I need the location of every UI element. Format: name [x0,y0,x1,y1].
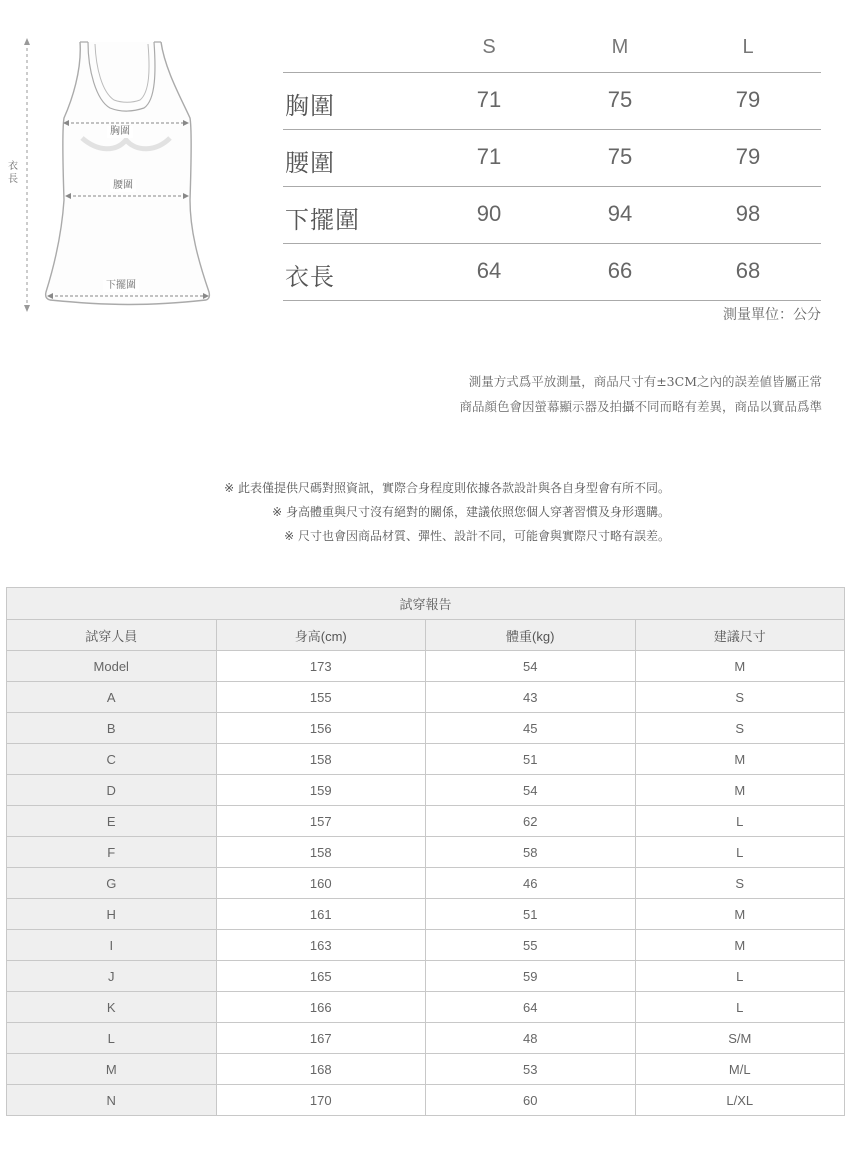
tester-name: I [7,930,217,961]
height-cell: 158 [216,837,426,868]
table-row [7,651,845,682]
size-value: 94 [607,201,633,226]
tank-top-diagram [0,30,240,330]
weight-cell: 53 [426,1054,636,1085]
weight-cell: 54 [426,651,636,682]
table-row [7,1054,845,1085]
disclaimer: ※ 尺寸也會因商品材質、彈性、設計不同，可能會與實際尺寸略有誤差。 [284,529,670,543]
tester-name: K [7,992,217,1023]
size-header-s: S [482,36,496,58]
size-cell: M/L [635,1054,845,1085]
weight-cell: 55 [426,930,636,961]
size-value: 79 [735,144,761,169]
size-chart-header [283,30,821,73]
size-value: 68 [735,258,761,283]
tester-name: D [7,775,217,806]
table-row [7,682,845,713]
size-row-length [283,244,821,301]
size-value: 71 [476,87,502,112]
disclaimer: ※ 身高體重與尺寸沒有絕對的關係，建議依照您個人穿著習慣及身形選購。 [272,505,670,519]
table-row [7,1023,845,1054]
size-cell: M [635,651,845,682]
tester-name: M [7,1054,217,1085]
row-label: 胸圍 [285,92,335,120]
tester-name: J [7,961,217,992]
size-cell: M [635,775,845,806]
height-cell: 173 [216,651,426,682]
fitting-report-header-row [7,620,845,651]
tester-name: Model [7,651,217,682]
height-cell: 165 [216,961,426,992]
color-note: 商品顔色會因螢幕顯示器及拍攝不同而略有差異，商品以實品爲準 [459,399,822,414]
weight-cell: 51 [426,899,636,930]
size-value: 90 [476,201,502,226]
table-row [7,930,845,961]
height-cell: 163 [216,930,426,961]
table-row [7,775,845,806]
weight-cell: 46 [426,868,636,899]
table-row [7,713,845,744]
tester-name: F [7,837,217,868]
tester-name: G [7,868,217,899]
tester-name: E [7,806,217,837]
disclaimer: ※ 此表僅提供尺碼對照資訊，實際合身程度則依據各款設計與各自身型會有所不同。 [224,481,670,495]
weight-cell: 51 [426,744,636,775]
tester-name: C [7,744,217,775]
height-cell: 168 [216,1054,426,1085]
height-cell: 159 [216,775,426,806]
column-header: 身高(cm) [216,620,426,651]
height-cell: 155 [216,682,426,713]
size-value: 64 [476,258,502,283]
size-value: 79 [735,87,761,112]
chest-label: 胸圍 [107,126,133,138]
tester-name: H [7,899,217,930]
size-value: 98 [735,201,761,226]
size-cell: L/XL [635,1085,845,1116]
measure-note: 測量方式爲平放測量，商品尺寸有±3CM之內的誤差値皆屬正常 [468,374,822,389]
row-label: 衣長 [285,263,335,291]
column-header: 體重(kg) [426,620,636,651]
height-cell: 156 [216,713,426,744]
size-cell: S/M [635,1023,845,1054]
table-row [7,899,845,930]
weight-cell: 60 [426,1085,636,1116]
size-cell: S [635,868,845,899]
table-row [7,837,845,868]
size-value: 66 [607,258,633,283]
height-cell: 166 [216,992,426,1023]
fitting-report-title: 試穿報告 [7,588,845,620]
size-value: 71 [476,144,502,169]
size-cell: L [635,961,845,992]
table-row [7,992,845,1023]
table-row [7,961,845,992]
table-row [7,744,845,775]
size-cell: M [635,899,845,930]
height-cell: 167 [216,1023,426,1054]
size-cell: S [635,682,845,713]
height-cell: 161 [216,899,426,930]
weight-cell: 45 [426,713,636,744]
size-cell: M [635,744,845,775]
size-cell: S [635,713,845,744]
fitting-report-table [6,587,845,1116]
height-cell: 160 [216,868,426,899]
tester-name: B [7,713,217,744]
size-value: 75 [607,87,633,112]
size-header-m: M [611,36,629,58]
weight-cell: 48 [426,1023,636,1054]
hem-label: 下擺圍 [103,280,139,292]
size-cell: L [635,992,845,1023]
tester-name: N [7,1085,217,1116]
waist-label: 腰圍 [110,180,136,192]
tester-name: L [7,1023,217,1054]
table-row [7,1085,845,1116]
size-row-hem [283,187,821,244]
weight-cell: 62 [426,806,636,837]
size-chart [283,30,821,301]
row-label: 下擺圍 [285,206,360,234]
weight-cell: 54 [426,775,636,806]
column-header: 試穿人員 [7,620,217,651]
weight-cell: 43 [426,682,636,713]
table-row [7,806,845,837]
size-cell: L [635,837,845,868]
size-header-l: L [742,36,754,58]
unit-note: 測量單位：公分 [723,307,821,323]
size-cell: M [635,930,845,961]
height-cell: 157 [216,806,426,837]
tester-name: A [7,682,217,713]
weight-cell: 58 [426,837,636,868]
size-value: 75 [607,144,633,169]
length-label: 衣長 [8,161,18,185]
size-cell: L [635,806,845,837]
weight-cell: 64 [426,992,636,1023]
size-row-waist [283,130,821,187]
row-label: 腰圍 [285,149,335,177]
height-cell: 158 [216,744,426,775]
size-row-chest [283,73,821,130]
column-header: 建議尺寸 [635,620,845,651]
table-row [7,868,845,899]
weight-cell: 59 [426,961,636,992]
height-cell: 170 [216,1085,426,1116]
